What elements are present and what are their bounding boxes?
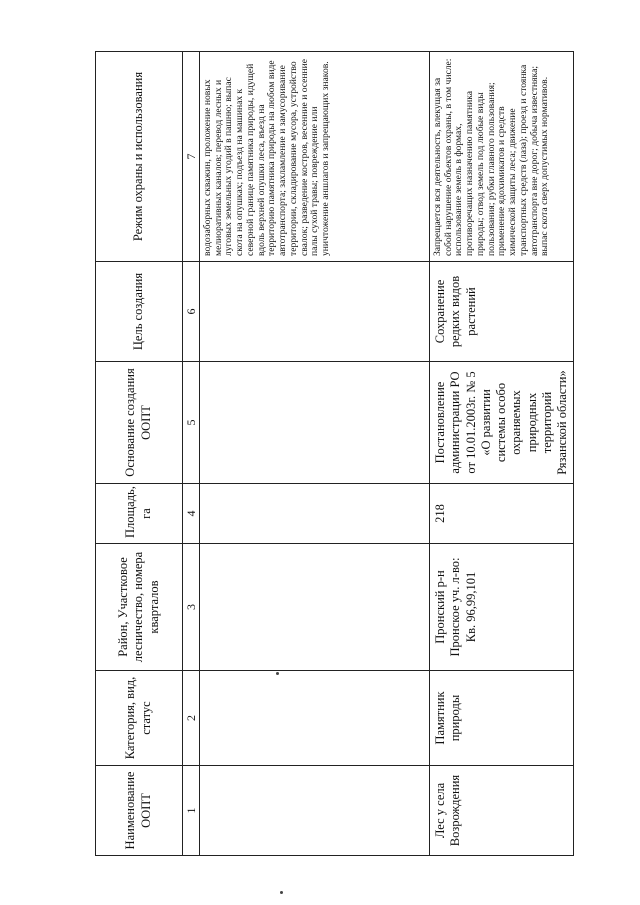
oopt-name-cell: Лес у села Возрождения — [430, 766, 574, 856]
category-cell: Памятник природы — [430, 671, 574, 766]
scan-speck — [276, 672, 279, 675]
oopt-table — [95, 51, 574, 856]
purpose-cell: Сохранение редких видов растений — [430, 262, 574, 362]
empty-cell — [200, 671, 430, 766]
header-row — [96, 52, 183, 856]
empty-cell — [200, 544, 430, 671]
empty-cell — [200, 262, 430, 362]
empty-cell — [200, 484, 430, 544]
header-location: Район, Участковое лесничество, номера кварталов — [96, 544, 183, 671]
column-number: 2 — [183, 671, 200, 766]
column-number: 7 — [183, 52, 200, 262]
continuation-row — [200, 52, 430, 856]
table-row — [430, 52, 574, 856]
rotated-table-sheet — [95, 52, 569, 856]
column-number: 5 — [183, 362, 200, 484]
basis-cell: Постановление администрации РО от 10.01.2003г. № 5 «О развитии системы особо охраняемых природных территорий Рязанской области» — [430, 362, 574, 484]
location-cell: Пронский р-н Пронское уч. л-во: Кв. 96,99,101 — [430, 544, 574, 671]
column-number: 3 — [183, 544, 200, 671]
area-cell: 218 — [430, 484, 574, 544]
scan-speck — [280, 891, 283, 894]
header-regime: Режим охраны и использования — [96, 52, 183, 262]
empty-cell — [200, 362, 430, 484]
column-number: 1 — [183, 766, 200, 856]
column-number-row — [183, 52, 200, 856]
header-name: Наименование ООПТ — [96, 766, 183, 856]
header-basis: Основание создания ООПТ — [96, 362, 183, 484]
continuation-regime-cell: водозаборных скважин, проложение новых мелиоративных каналов; перевод лесных и луговых земельных угодий в пашню; выпас скота на опушках; подъезд на машинах к северной границе памятника природы, идущей вдоль верхней опушки леса, въезд на территорию памятника природы на любом виде автотранспорта; захламление и замусоривание территории, складирование мусора, устройство свалок; разведение костров, весенние и осенние палы сухой травы; повреждение или уничтожение аншлагов и запрещающих знаков. — [200, 52, 430, 262]
header-category: Категория, вид, статус — [96, 671, 183, 766]
empty-cell — [200, 766, 430, 856]
column-number: 4 — [183, 484, 200, 544]
column-number: 6 — [183, 262, 200, 362]
regime-cell: Запрещается вся деятельность, влекущая за собой нарушение объектов охраны, в том числе: использование земель в формах, противоречащих назначению памятника природы; отвод земель под любые виды пользования; рубки главного пользования; применение ядохимикатов и средств химической защиты леса; движение транспортных средств (лаза); проезд и стоянка автотранспорта вне дорог; добыча известняка; выпас скота сверх допустимых нормативов. — [430, 52, 574, 262]
header-purpose: Цель создания — [96, 262, 183, 362]
header-area: Площадь, га — [96, 484, 183, 544]
